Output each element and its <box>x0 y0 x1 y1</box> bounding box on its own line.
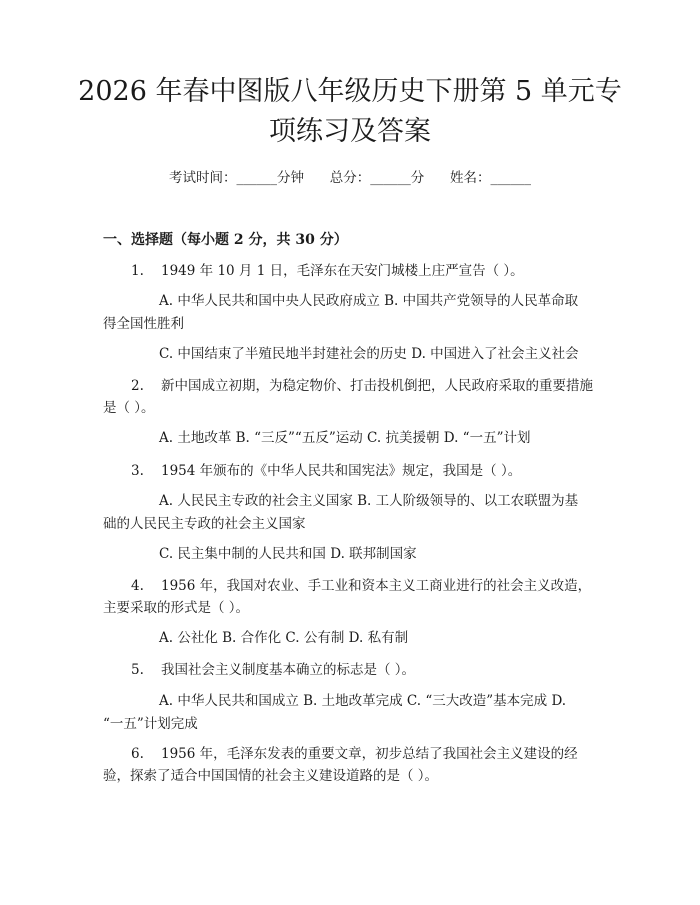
question-4-continued: 主要采取的形式是（ ）。 <box>103 600 250 616</box>
question-3 <box>131 461 521 481</box>
question-number: 3. <box>131 463 144 479</box>
option-line: 得全国性胜利 <box>103 316 184 332</box>
question-1-options-b: C. 中国结束了半殖民地半封建社会的历史 D. 中国进入了社会主义社会 <box>159 346 579 362</box>
question-5-options <box>103 690 600 736</box>
question-text: 1956 年，毛泽东发表的重要文章，初步总结了我国社会主义建设的经 <box>161 746 578 762</box>
question-text: 新中国成立初期，为稳定物价、打击投机倒把，人民政府采取的重要措施 <box>161 378 593 394</box>
question-2-options: A. 土地改革 B. “三反”“五反”运动 C. 抗美援朝 D. “一五”计划 <box>159 430 531 446</box>
question-number: 4. <box>131 578 144 594</box>
question-6-continued: 验，探索了适合中国国情的社会主义建设道路的是（ ）。 <box>103 768 439 784</box>
section-title: 一、选择题（每小题 2 分，共 30 分） <box>103 232 348 248</box>
option-line: 础的人民民主专政的社会主义国家 <box>103 516 306 532</box>
question-4 <box>131 576 591 596</box>
document-title <box>70 72 630 152</box>
option-line: “一五”计划完成 <box>103 716 198 732</box>
title-line-1: 2026 年春中图版八年级历史下册第 5 单元专 <box>78 76 622 107</box>
question-2-continued: 是（ ）。 <box>103 400 155 416</box>
question-3-options-b: C. 民主集中制的人民共和国 D. 联邦制国家 <box>159 546 417 562</box>
question-3-options-a <box>103 490 600 536</box>
option-line: A. 中华人民共和国中央人民政府成立 B. 中国共产党领导的人民革命取 <box>159 293 579 309</box>
title-line-2: 项练习及答案 <box>269 116 431 147</box>
question-2 <box>131 376 593 396</box>
question-6 <box>131 744 578 764</box>
question-number: 2. <box>131 378 144 394</box>
question-text: 1949 年 10 月 1 日，毛泽东在天安门城楼上庄严宣告（ ）。 <box>161 263 524 279</box>
question-number: 1. <box>131 263 144 279</box>
question-text: 1954 年颁布的《中华人民共和国宪法》规定，我国是（ ）。 <box>161 463 522 479</box>
option-line: A. 中华人民共和国成立 B. 土地改革完成 C. “三大改造”基本完成 D. <box>159 693 567 709</box>
question-4-options: A. 公社化 B. 合作化 C. 公有制 D. 私有制 <box>159 630 409 646</box>
question-number: 6. <box>131 746 144 762</box>
exam-info: 考试时间：______分钟 总分：______分 姓名：______ <box>169 170 531 186</box>
question-1-options-a <box>103 290 600 336</box>
question-number: 5. <box>131 662 144 678</box>
question-text: 1956 年，我国对农业、手工业和资本主义工商业进行的社会主义改造， <box>161 578 592 594</box>
option-line: A. 人民民主专政的社会主义国家 B. 工人阶级领导的、以工农联盟为基 <box>159 493 579 509</box>
question-1 <box>131 261 524 281</box>
question-5 <box>131 660 415 680</box>
question-text: 我国社会主义制度基本确立的标志是（ ）。 <box>161 662 416 678</box>
